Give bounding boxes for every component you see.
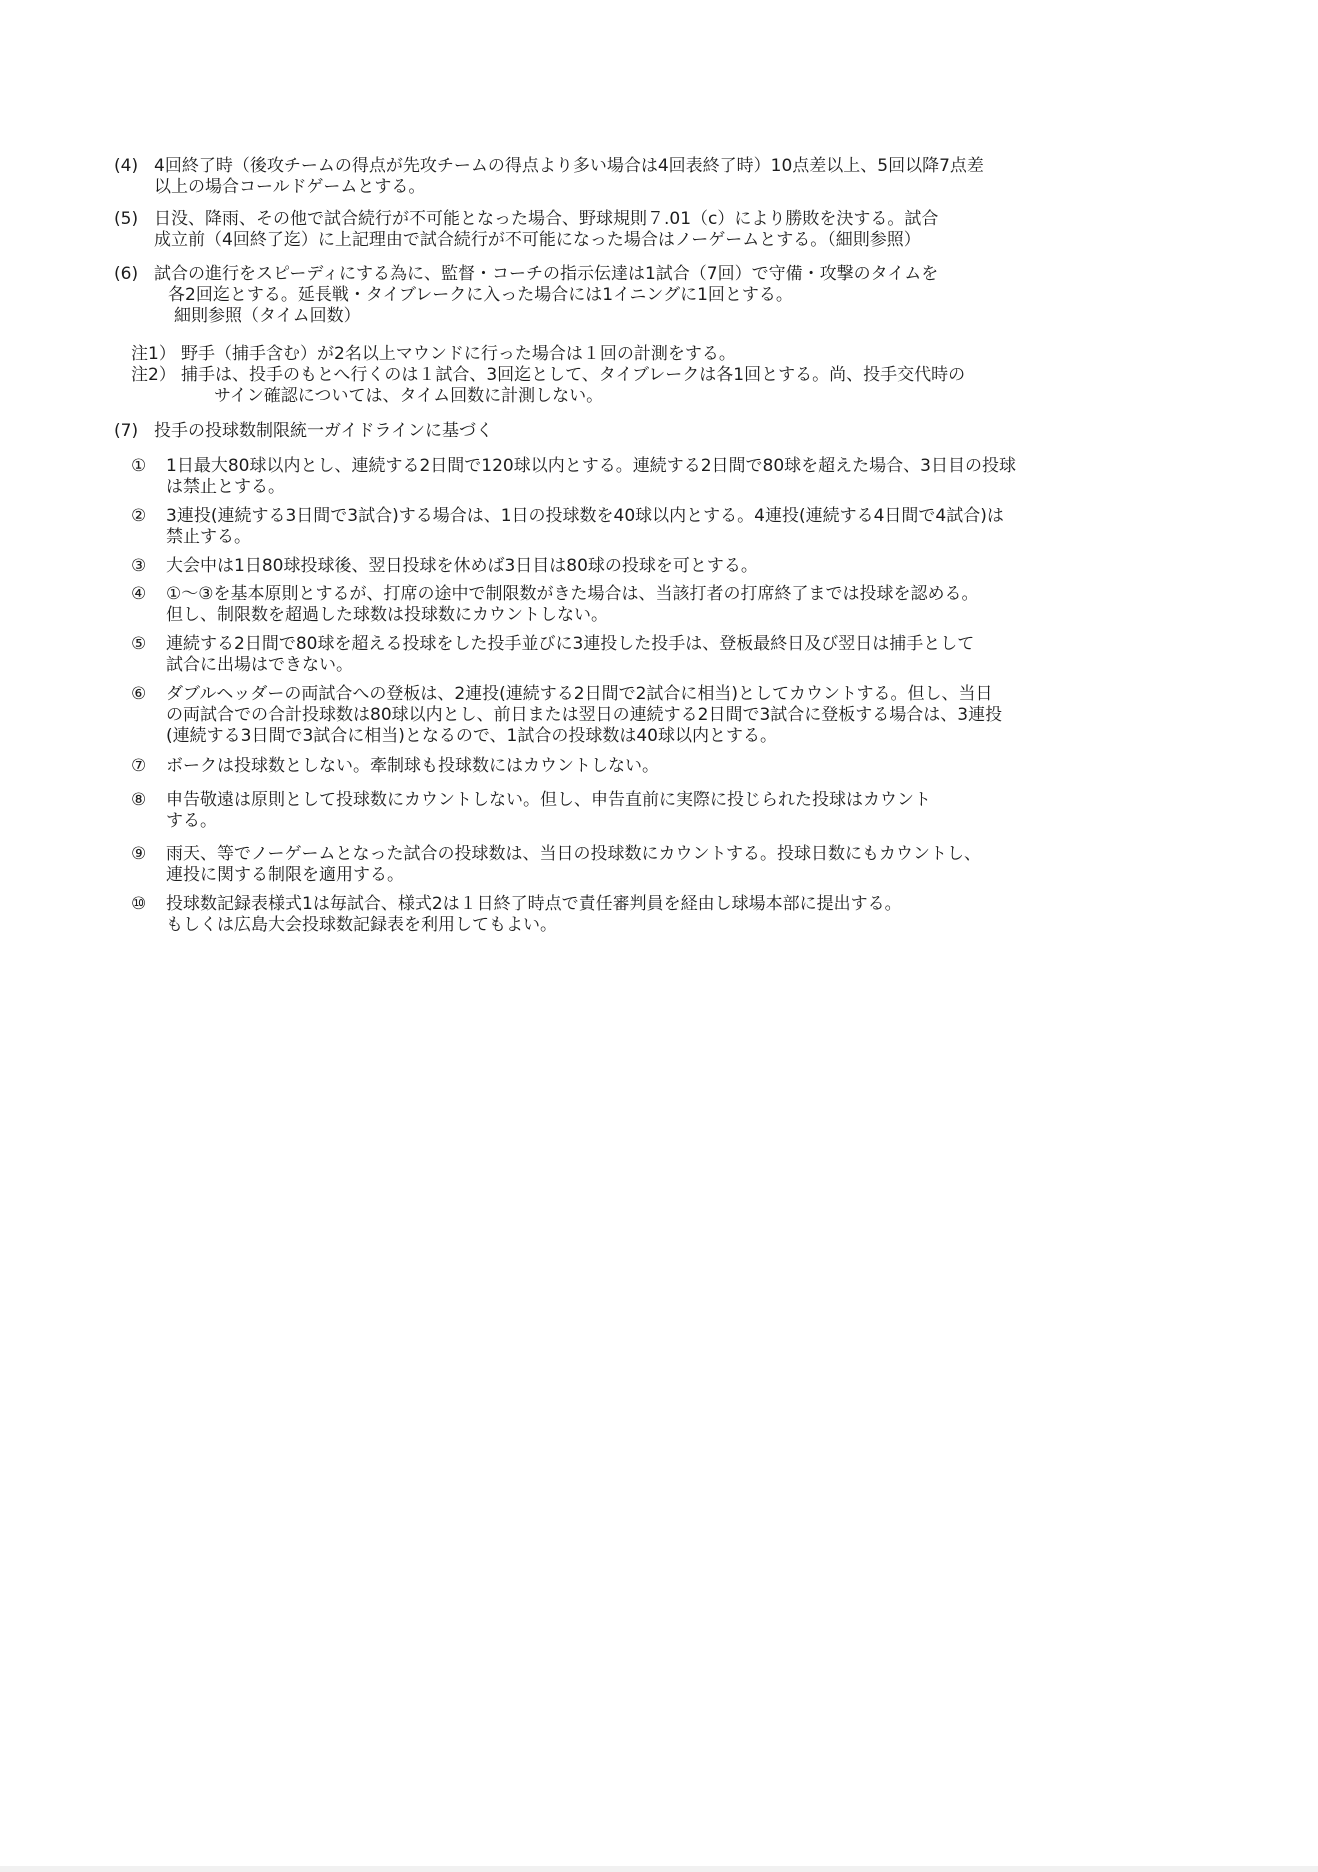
item-line: 大会中は1日80球投球後、翌日投球を休めば3日目は80球の投球を可とする。 xyxy=(166,556,758,576)
item-line: 連続する2日間で80球を超える投球をした投手並びに3連投した投手は、登板最終日及び翌日は捕手として xyxy=(166,634,975,654)
paragraph-line: 各2回迄とする。延長戦・タイブレークに入った場合には1イニングに1回とする。 xyxy=(168,285,793,305)
item-number: ⑥ xyxy=(131,684,147,704)
section-number: (5) xyxy=(114,209,139,229)
item-line: もしくは広島大会投球数記録表を利用してもよい。 xyxy=(166,915,557,935)
item-number: ② xyxy=(131,506,147,526)
guideline-item-3 xyxy=(131,556,758,577)
item-number: ⑧ xyxy=(131,790,147,810)
item-number: ① xyxy=(131,456,147,476)
item-line: ①～③を基本原則とするが、打席の途中で制限数がきた場合は、当該打者の打席終了までは投球を認める。 xyxy=(166,584,979,604)
section-number: (4) xyxy=(114,156,139,176)
item-line: 連投に関する制限を適用する。 xyxy=(166,865,404,885)
item-line: 禁止する。 xyxy=(166,527,251,547)
section-number: (6) xyxy=(114,264,139,284)
section-5 xyxy=(114,209,938,251)
note-number: 注2） xyxy=(131,365,176,385)
note-number: 注1） xyxy=(131,344,176,364)
guideline-item-4 xyxy=(131,584,978,626)
guideline-item-6 xyxy=(131,684,1002,747)
note-1 xyxy=(131,344,736,365)
item-number: ④ xyxy=(131,584,147,604)
guideline-item-9 xyxy=(131,844,981,886)
section-number: (7) xyxy=(114,421,139,441)
paragraph-line: 成立前（4回終了迄）に上記理由で試合続行が不可能になった場合はノーゲームとする。（細則参照） xyxy=(154,230,921,250)
item-line: 但し、制限数を超過した球数は投球数にカウントしない。 xyxy=(166,605,608,625)
paragraph-line: 試合の進行をスピーディにする為に、監督・コーチの指示伝達は1試合（7回）で守備・攻撃のタイムを xyxy=(154,264,939,284)
guideline-item-5 xyxy=(131,634,974,676)
paragraph-line: 細則参照（タイム回数） xyxy=(174,306,361,326)
item-line: 1日最大80球以内とし、連続する2日間で120球以内とする。連続する2日間で80球を超えた場合、3日目の投球 xyxy=(166,456,1016,476)
item-line: 雨天、等でノーゲームとなった試合の投球数は、当日の投球数にカウントする。投球日数にもカウントし、 xyxy=(166,844,981,864)
item-number: ⑤ xyxy=(131,634,147,654)
item-line: (連続する3日間で3試合に相当)となるので、1試合の投球数は40球以内とする。 xyxy=(166,726,778,746)
page-bottom-edge xyxy=(0,1866,1318,1872)
paragraph-line: 4回終了時（後攻チームの得点が先攻チームの得点より多い場合は4回表終了時）10点差以上、5回以降7点差 xyxy=(154,156,984,176)
note-line: サイン確認については、タイム回数に計測しない。 xyxy=(214,386,604,406)
guideline-item-1 xyxy=(131,456,1016,498)
item-line: の両試合での合計投球数は80球以内とし、前日または翌日の連続する2日間で3試合に登板する場合は、3連投 xyxy=(166,705,1003,725)
item-line: する。 xyxy=(166,811,217,831)
guideline-item-10 xyxy=(131,894,902,936)
item-line: 試合に出場はできない。 xyxy=(166,655,353,675)
section-6 xyxy=(114,264,938,327)
note-line: 野手（捕手含む）が2名以上マウンドに行った場合は１回の計測をする。 xyxy=(181,344,736,364)
note-line: 捕手は、投手のもとへ行くのは１試合、3回迄として、タイブレークは各1回とする。尚、投手交代時の xyxy=(181,365,966,385)
guideline-item-7 xyxy=(131,756,659,777)
item-number: ⑩ xyxy=(131,894,147,914)
guideline-item-8 xyxy=(131,790,931,832)
section-title: 投手の投球数制限統一ガイドラインに基づく xyxy=(154,421,493,441)
paragraph-line: 日没、降雨、その他で試合続行が不可能となった場合、野球規則７.01（c）により勝敗を決する。試合 xyxy=(154,209,939,229)
item-number: ③ xyxy=(131,556,147,576)
item-line: 投球数記録表様式1は毎試合、様式2は１日終了時点で責任審判員を経由し球場本部に提出する。 xyxy=(166,894,902,914)
section-4 xyxy=(114,156,984,198)
item-line: 3連投(連続する3日間で3試合)する場合は、1日の投球数を40球以内とする。4連投(連続する4日間で4試合)は xyxy=(166,506,1004,526)
item-line: ボークは投球数としない。牽制球も投球数にはカウントしない。 xyxy=(166,756,659,776)
item-number: ⑨ xyxy=(131,844,147,864)
item-line: ダブルヘッダーの両試合への登板は、2連投(連続する2日間で2試合に相当)としてカウントする。但し、当日 xyxy=(166,684,993,704)
item-line: は禁止とする。 xyxy=(166,477,285,497)
note-2 xyxy=(131,365,965,407)
paragraph-line: 以上の場合コールドゲームとする。 xyxy=(154,177,426,197)
section-7 xyxy=(114,421,493,442)
item-number: ⑦ xyxy=(131,756,147,776)
item-line: 申告敬遠は原則として投球数にカウントしない。但し、申告直前に実際に投じられた投球はカウント xyxy=(166,790,931,810)
guideline-item-2 xyxy=(131,506,1004,548)
